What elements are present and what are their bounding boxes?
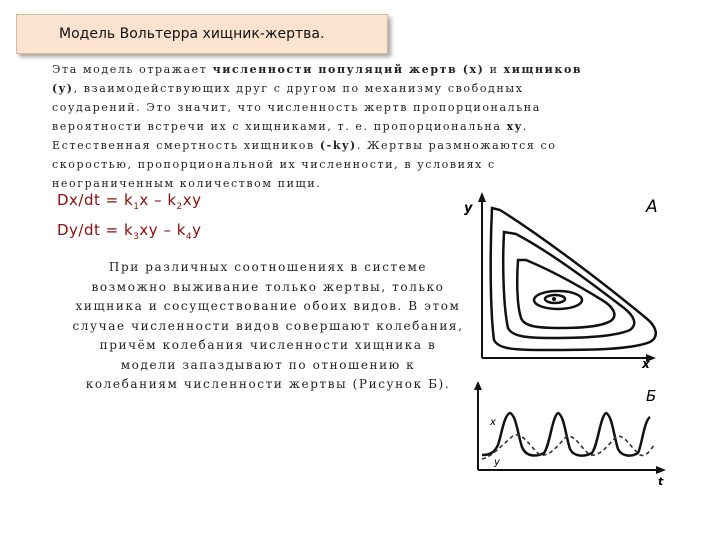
figure-a-phase-portrait [460, 190, 690, 370]
figure-b-t-arrow [656, 466, 666, 474]
equation-predator: $Dy/dt = k_3xy - k_4y$ [57, 221, 202, 242]
figure-b-time-series [460, 375, 690, 495]
figure-b-y-curve-label: y [494, 457, 500, 468]
slide-title: Модель Вольтерра хищник-жертва. [59, 26, 325, 42]
trajectory-3 [517, 260, 614, 328]
description-paragraph: При различных соотношениях в системе возможно выживание только жертвы, только хищника и сосуществование обоих видов. В этом случае численности видов совершают колебания, причём колебания численности хищника в модели запаздывают по отношению к колебаниям численности жертвы (Рисунок Б). [72, 260, 464, 391]
figure-a-y-label: y [464, 201, 473, 216]
figure-b-t-label: t [658, 475, 664, 488]
slide-title-box [16, 14, 388, 54]
figure-b-y-arrow [474, 381, 482, 390]
trajectory-4 [534, 291, 582, 309]
equation-prey: $Dx/dt = k_1x - k_2xy$ [57, 191, 202, 212]
figure-b-label: Б [646, 387, 657, 405]
equilibrium-point [552, 297, 556, 301]
prey-curve-x [482, 413, 650, 456]
figure-a-y-arrow [478, 192, 486, 202]
figure-a-label: А [646, 197, 658, 217]
figure-a-x-label: x [642, 357, 650, 370]
figure-b-x-curve-label: x [490, 417, 496, 428]
intro-paragraph: Эта модель отражает численности популяций жертв (x) и хищников (y), взаимодействующих друг с другом по механизму свободных соударений. Это значит, что численность жертв пропорциональна вероятности встречи их с хищниками, т. е. пропорциональна xy. Естественная смертность хищников (-ky). Жертвы размножаются со скоростью, пропорциональной их численности, в условиях с неограниченным количеством пищи. [52, 63, 583, 190]
